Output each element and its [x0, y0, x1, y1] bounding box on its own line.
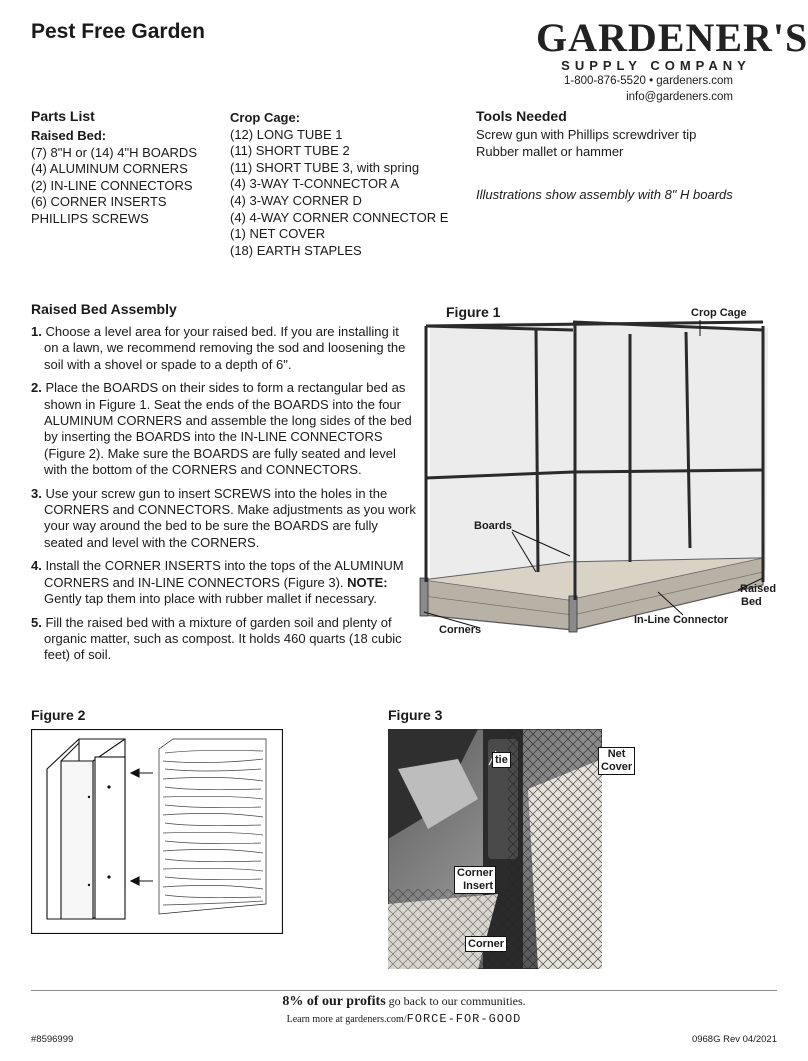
figure1-label: Figure 1	[446, 304, 501, 320]
sku-number: #8596999	[31, 1034, 74, 1045]
list-item: (7) 8"H or (14) 4"H BOARDS	[31, 144, 197, 160]
callout-corner-insert-line1: Corner	[457, 867, 494, 879]
net-cover	[508, 729, 602, 969]
assembly-step	[31, 324, 416, 373]
assembly-heading: Raised Bed Assembly	[31, 301, 177, 317]
step-text: Choose a level area for your raised bed. If you are installing it on a lawn, we recommend removing the sod and loosening the soil with a shovel or spade to a depth of 6".	[44, 324, 406, 372]
list-item: (12) LONG TUBE 1	[230, 126, 343, 142]
list-item: (18) EARTH STAPLES	[230, 242, 362, 258]
assembly-step	[31, 486, 416, 552]
callout-corner: Corner	[465, 936, 507, 952]
callout-boards: Boards	[474, 520, 512, 532]
net-panel	[430, 322, 768, 590]
list-item: (4) 4-WAY CORNER CONNECTOR E	[230, 209, 449, 225]
list-item: PHILLIPS SCREWS	[31, 210, 149, 226]
step-text: Place the BOARDS on their sides to form a rectangular bed as shown in Figure 1. Seat the ends of the BOARDS into the four ALUMINUM CORNERS and assemble the long sides of the bed by inserting the BOARDS into the IN-LINE CONNECTORS (Figure 2). Make sure the BOARDS are fully seated and level with the bottom of the CORNERS and CONNECTORS.	[44, 380, 412, 478]
inline-connector-post	[569, 596, 577, 632]
logo-main-text: GARDENER'S	[536, 15, 808, 60]
assembly-section	[31, 301, 416, 671]
step-number: 1.	[31, 324, 42, 339]
figure3-label: Figure 3	[388, 707, 443, 723]
corner-post	[420, 578, 428, 616]
page-title: Pest Free Garden	[31, 20, 205, 43]
step-number: 5.	[31, 614, 42, 630]
tools-heading: Tools Needed	[476, 108, 567, 124]
callout-crop-cage: Crop Cage	[691, 307, 747, 319]
callout-corners: Corners	[439, 624, 482, 636]
raised-bed-items	[31, 145, 197, 228]
callout-net-cover	[598, 747, 635, 775]
list-item: (2) IN-LINE CONNECTORS	[31, 177, 193, 193]
callout-inline-connector: In-Line Connector	[634, 614, 729, 626]
callout-corner-insert	[454, 866, 496, 894]
email-address: info@gardeners.com	[626, 91, 733, 103]
profits-bold: 8% of our profits	[282, 994, 386, 1009]
raised-bed-heading: Raised Bed:	[31, 128, 107, 143]
assembly-step	[31, 615, 416, 664]
list-item: (4) 3-WAY CORNER D	[230, 192, 362, 208]
callout-raised: Raised	[740, 583, 777, 595]
assembly-step	[31, 380, 416, 478]
step-text: Install the CORNER INSERTS into the tops of the ALUMINUM CORNERS and IN-LINE CONNECTORS (Figure 3).	[44, 558, 404, 590]
assembly-step	[31, 558, 416, 607]
list-item: (6) CORNER INSERTS	[31, 194, 167, 210]
profits-rest: go back to our communities.	[385, 994, 526, 1008]
list-item: (1) NET COVER	[230, 226, 326, 242]
tools-items	[476, 127, 733, 160]
revision-info: 0968G Rev 04/2021	[691, 1034, 777, 1045]
step-number: 2.	[31, 380, 42, 396]
figure2-illustration	[31, 729, 283, 934]
parts-list-crop-cage	[230, 110, 448, 259]
list-item: (4) 3-WAY T-CONNECTOR A	[230, 176, 400, 192]
step-note-label: NOTE:	[347, 574, 388, 590]
crop-cage-items	[230, 127, 448, 260]
figure1-illustration	[418, 300, 778, 640]
parts-list-raised-bed	[31, 108, 197, 228]
step-number: 4.	[31, 558, 42, 574]
footer-learn-more	[0, 1012, 808, 1026]
phone-web: 1-800-876-5520 • gardeners.com	[564, 75, 733, 87]
step-text: Gently tap them into place with rubber mallet if necessary.	[44, 591, 377, 607]
logo-sub-text: SUPPLY COMPANY	[561, 58, 751, 73]
footer-divider	[31, 990, 777, 991]
callout-net-line2: Cover	[601, 761, 633, 773]
figure2-label: Figure 2	[31, 707, 86, 723]
learn-more-text: Learn more at gardeners.com/	[286, 1014, 407, 1025]
list-item: Screw gun with Phillips screwdriver tip	[476, 127, 697, 142]
board-wood-grain	[159, 739, 266, 914]
brand-logo	[536, 15, 808, 73]
illustration-note: Illustrations show assembly with 8" H boards	[476, 187, 733, 203]
crop-cage-heading: Crop Cage:	[230, 110, 301, 125]
callout-tie: tie	[492, 752, 511, 768]
contact-info	[564, 73, 733, 105]
callout-bed: Bed	[741, 596, 762, 608]
callout-net-line1: Net	[607, 748, 626, 760]
step-number: 3.	[31, 485, 42, 501]
list-item: (4) ALUMINUM CORNERS	[31, 161, 188, 177]
footer-profits	[0, 994, 808, 1010]
list-item: Rubber mallet or hammer	[476, 143, 624, 159]
force-for-good-link[interactable]: FORCE-FOR-GOOD	[406, 1012, 522, 1026]
tools-needed	[476, 108, 733, 204]
step-text: Use your screw gun to insert SCREWS into the holes in the CORNERS and CONNECTORS. Make adjustments as you work your way around the bed to be sure the BOARDS are fully seated and level with the CORNERS.	[44, 485, 416, 550]
parts-list-heading: Parts List	[31, 108, 95, 124]
list-item: (11) SHORT TUBE 3, with spring	[230, 159, 420, 175]
callout-corner-insert-line2: Insert	[463, 880, 494, 892]
step-text: Fill the raised bed with a mixture of garden soil and plenty of organic matter, such as compost. It holds 460 quarts (18 cubic feet) of soil.	[44, 614, 402, 663]
list-item: (11) SHORT TUBE 2	[230, 143, 350, 159]
